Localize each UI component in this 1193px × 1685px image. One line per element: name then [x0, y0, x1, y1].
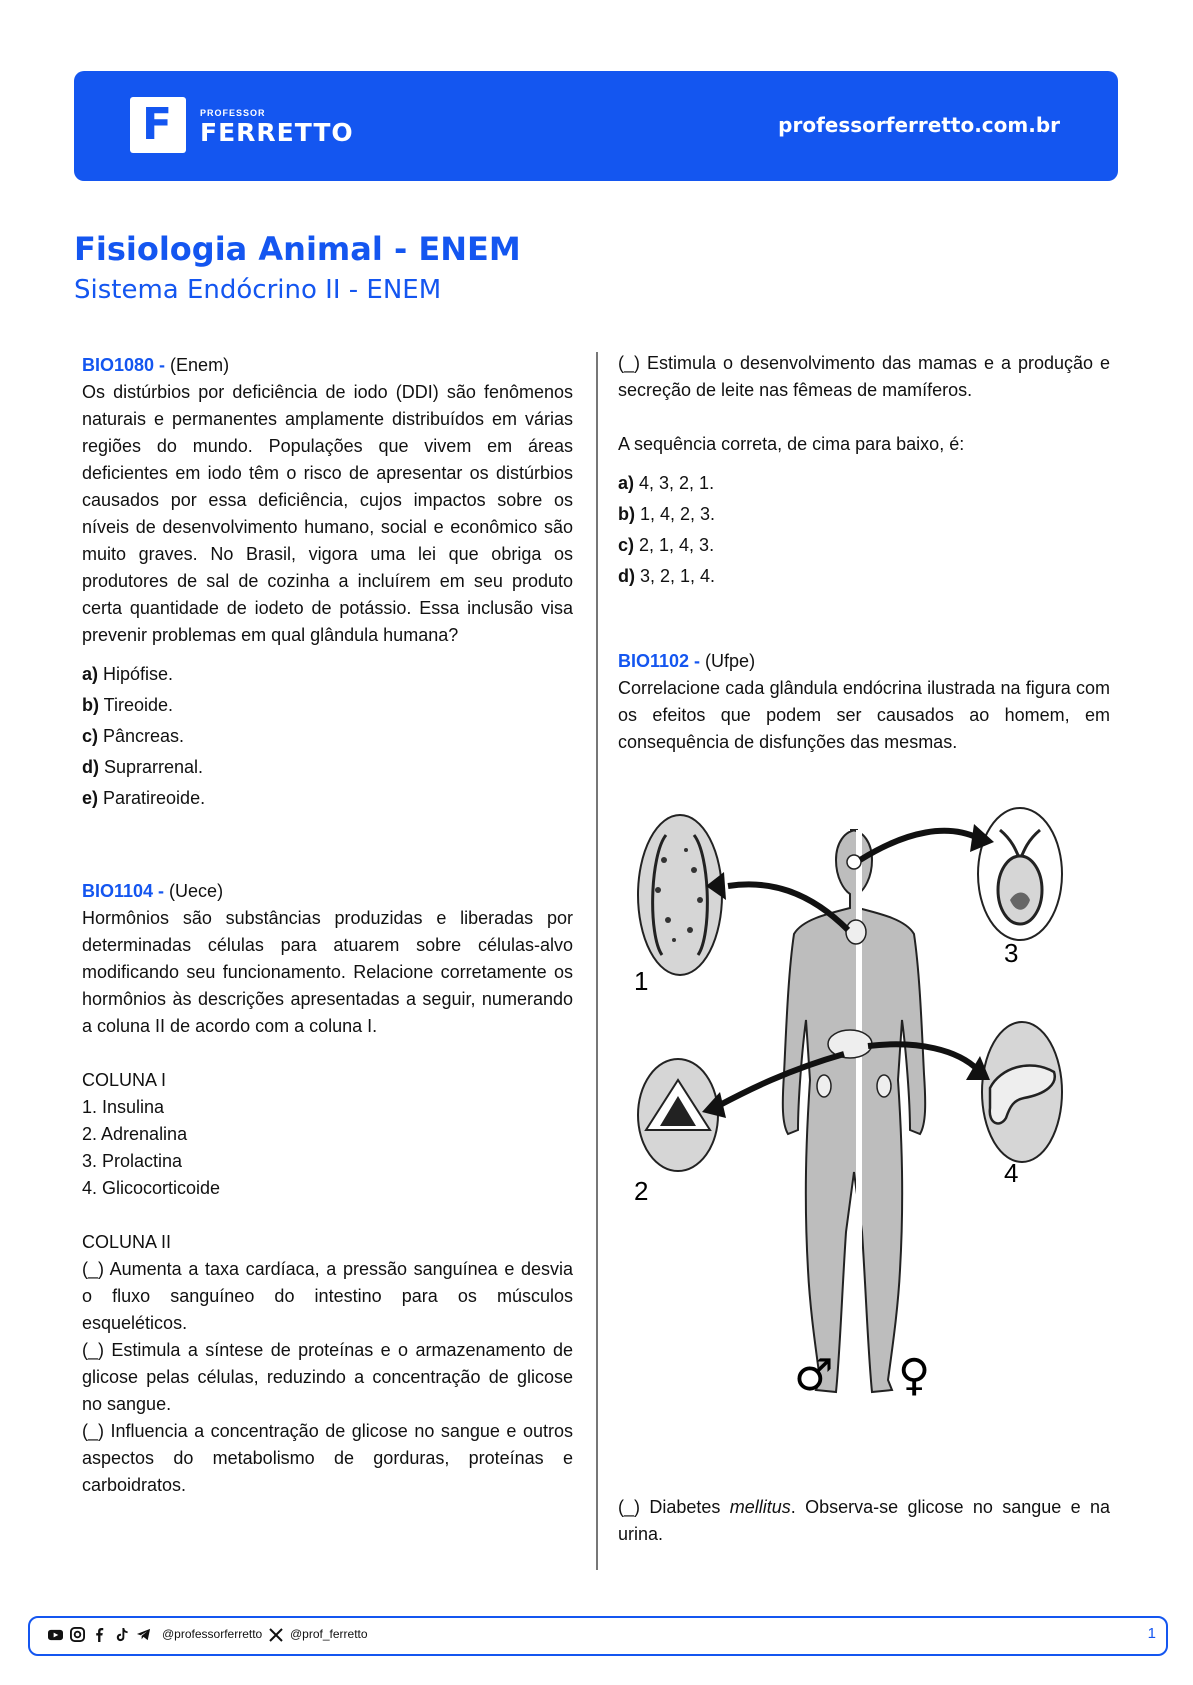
options-q1 [82, 659, 573, 814]
gland-circle-4 [982, 1022, 1062, 1162]
right-column [618, 350, 1110, 756]
column1-item: 3. Prolactina [82, 1151, 183, 1171]
tiktok-icon[interactable] [114, 1627, 129, 1642]
gland-circle-3 [978, 808, 1062, 940]
right-column-bottom [618, 1494, 1110, 1548]
x-twitter-icon[interactable] [268, 1627, 284, 1643]
logo-brand-text: FERRETTO [200, 118, 354, 147]
adrenal-marker [877, 1075, 891, 1097]
column2-title: COLUNA II [82, 1232, 172, 1252]
question-id: BIO1080 - [82, 355, 166, 375]
logo-letter: F [142, 99, 173, 150]
body-midline [856, 830, 862, 1350]
telegram-icon[interactable] [136, 1627, 151, 1642]
youtube-icon[interactable] [48, 1627, 63, 1642]
option-d[interactable]: d) 3, 2, 1, 4. [618, 566, 716, 586]
figure-label-1: 1 [634, 966, 649, 996]
human-body-illustration [783, 830, 925, 1392]
figure-label-2: 2 [634, 1176, 649, 1206]
x-handle[interactable]: @prof_ferretto [290, 1627, 368, 1641]
figure-label-4: 4 [1004, 1158, 1019, 1188]
question-source: (Enem) [165, 355, 230, 375]
question-text-q1: Os distúrbios por deficiência de iodo (DDI) são fenômenos naturais e permanentes amplamente distribuídos em várias regiões do mundo. Populações que vivem em áreas deficientes em iodo têm o risco de apresentar os distúrbios causados por essa deficiência, cujos impactos sobre os níveis de desenvolvimento humano, social e econômico são muito graves. No Brasil, vigora uma lei que obriga os produtores de sal de cozinha a incluírem em seu produto certa quantidade de iodeto de potássio. Essa inclusão visa prevenir problemas em qual glândula humana? [82, 382, 573, 645]
header-banner [74, 71, 1118, 181]
female-symbol: ♀ [898, 1350, 931, 1401]
instagram-icon[interactable] [70, 1627, 85, 1642]
question-text-q2: Hormônios são substâncias produzidas e liberadas por determinadas células para atuarem sobre células-alvo modificando seu funcionamento. Relacione corretamente os hormônios às descrições apresentadas a seguir, numerando a coluna II de acordo com a coluna I. [82, 908, 573, 1036]
option-b[interactable]: b) Tireoide. [82, 695, 174, 715]
left-column [82, 352, 573, 1499]
column2-item: (_) Influencia a concentração de glicose no sangue e outros aspectos do metabolismo de gorduras, proteínas e carboidratos. [82, 1421, 573, 1495]
question-header-q2 [82, 878, 573, 905]
adrenal-marker [817, 1075, 831, 1097]
option-d[interactable]: d) Suprarrenal. [82, 757, 204, 777]
facebook-icon[interactable] [92, 1627, 107, 1642]
option-c[interactable]: c) Pâncreas. [82, 726, 185, 746]
column-divider [596, 352, 598, 1570]
site-link[interactable]: professorferretto.com.br [778, 113, 1060, 137]
column1-title: COLUNA I [82, 1070, 167, 1090]
question-header-q1 [82, 352, 573, 379]
gland-circle-2 [638, 1059, 718, 1171]
option-a[interactable]: a) Hipófise. [82, 664, 174, 684]
page-title: Fisiologia Animal - ENEM [74, 230, 521, 268]
page-number: 1 [1147, 1625, 1156, 1642]
sequence-prompt: A sequência correta, de cima para baixo, é: [618, 434, 965, 454]
column3-item: (_) Diabetes mellitus. Observa-se glicose no sangue e na urina. [618, 1497, 1110, 1544]
question-text-q3: Correlacione cada glândula endócrina ilustrada na figura com os efeitos que podem ser causados ao homem, em consequência de disfunções das mesmas. [618, 678, 1110, 752]
pituitary-marker [847, 855, 861, 869]
question-source: (Ufpe) [700, 651, 756, 671]
footer-bar [28, 1616, 1168, 1656]
column2-item: (_) Estimula o desenvolvimento das mamas e a produção e secreção de leite nas fêmeas de mamíferos. [618, 353, 1110, 400]
page-subtitle: Sistema Endócrino II - ENEM [74, 275, 442, 305]
question-id: BIO1104 - [82, 881, 165, 901]
question-header-q3 [618, 648, 1110, 675]
figure-label-3: 3 [1004, 938, 1019, 968]
option-b[interactable]: b) 1, 4, 2, 3. [618, 504, 716, 524]
endocrine-glands-figure [628, 790, 1088, 1410]
logo-small-text: PROFESSOR [200, 108, 266, 118]
option-c[interactable]: c) 2, 1, 4, 3. [618, 535, 715, 555]
option-a[interactable]: a) 4, 3, 2, 1. [618, 473, 715, 493]
column2-item: (_) Estimula a síntese de proteínas e o armazenamento de glicose pelas células, reduzindo a concentração de glicose no sangue. [82, 1340, 573, 1414]
column1-item: 4. Glicocorticoide [82, 1178, 221, 1198]
thyroid-marker [846, 920, 866, 944]
column1-item: 2. Adrenalina [82, 1124, 188, 1144]
option-e[interactable]: e) Paratireoide. [82, 788, 206, 808]
social-handle[interactable]: @professorferretto [162, 1627, 263, 1641]
options-q2 [618, 468, 1110, 592]
question-id: BIO1102 - [618, 651, 701, 671]
column1-item: 1. Insulina [82, 1097, 165, 1117]
question-source: (Uece) [164, 881, 224, 901]
gland-circle-1 [638, 815, 722, 975]
male-symbol: ♂ [794, 1350, 834, 1401]
logo-icon [130, 97, 186, 153]
column2-item: (_) Aumenta a taxa cardíaca, a pressão sanguínea e desvia o fluxo sanguíneo do intestino para os músculos esqueléticos. [82, 1259, 573, 1333]
